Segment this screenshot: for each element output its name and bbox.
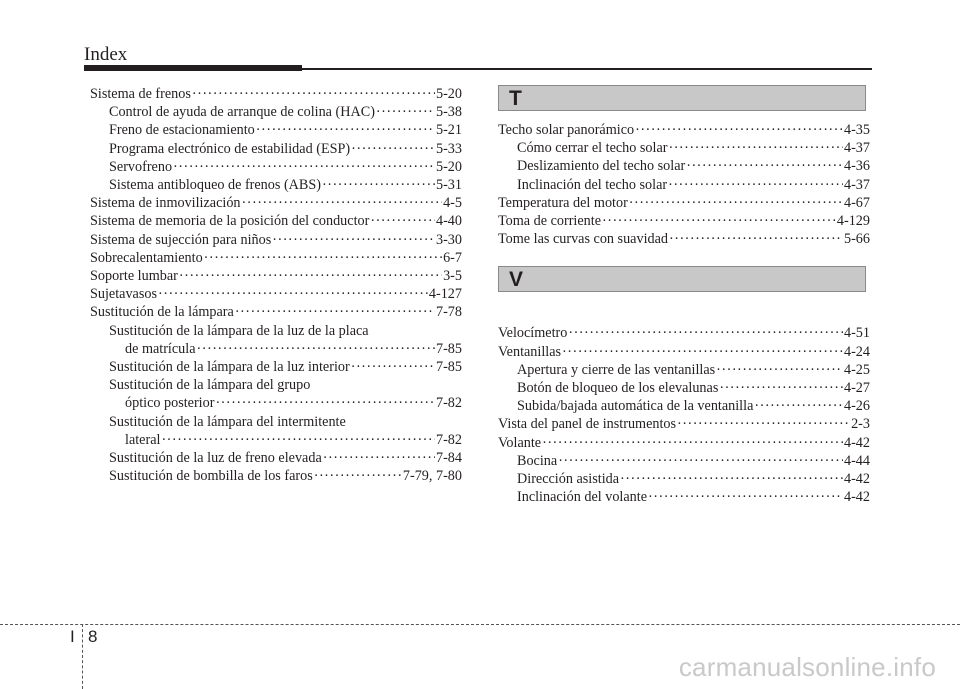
entry-page: 4-26: [843, 398, 870, 415]
dot-leader: [235, 303, 435, 321]
entry-label: Sujetavasos: [90, 286, 157, 303]
index-entry: [498, 121, 870, 139]
entry-label: Sistema de frenos: [90, 86, 191, 102]
dot-leader: [197, 340, 435, 358]
entry-page: 4-25: [843, 361, 870, 378]
dot-leader: [562, 343, 843, 361]
footer-dashed-divider: [82, 624, 83, 689]
entry-label: Inclinación del techo solar: [517, 176, 668, 193]
index-entry: [498, 434, 870, 452]
index-entry: [90, 449, 462, 467]
entry-page: 7-85: [435, 340, 462, 357]
index-entry: [90, 285, 462, 303]
page-title: Index: [84, 44, 128, 65]
entry-page: 5-33: [435, 140, 462, 157]
index-entry: [90, 103, 462, 121]
dot-leader: [669, 230, 843, 248]
dot-leader: [215, 394, 435, 412]
dot-leader: [173, 158, 435, 176]
entry-label-continuation: de matrícula: [125, 340, 196, 357]
dot-leader: [376, 103, 435, 121]
index-entry: [90, 322, 462, 358]
index-entry: [498, 212, 870, 230]
entry-page: 7-84: [435, 450, 462, 467]
entry-label: Temperatura del motor: [498, 194, 628, 211]
entry-label: Control de ayuda de arranque de colina (HAC): [109, 104, 375, 121]
entry-page: 3-30: [435, 231, 462, 248]
entry-label: Sustitución de la lámpara de la luz de la placa: [109, 322, 369, 339]
entry-label: Sustitución de la luz de freno elevada: [109, 450, 322, 467]
index-entry: [90, 267, 462, 285]
footer-page-number: 8: [88, 627, 98, 646]
entry-page: 4-37: [843, 140, 870, 157]
dot-leader: [558, 452, 843, 470]
entry-page: 5-38: [435, 104, 462, 121]
entry-page: 5-20: [435, 86, 462, 102]
entry-page: 4-129: [836, 213, 870, 230]
index-entry: [498, 397, 870, 415]
entry-label: Inclinación del volante: [517, 489, 648, 506]
entry-label: Velocímetro: [498, 325, 568, 342]
entry-page: 4-24: [843, 343, 870, 360]
index-left-column: [90, 85, 462, 485]
entry-label: Deslizamiento del techo solar: [517, 158, 686, 175]
dot-leader: [314, 467, 402, 485]
dot-leader: [668, 176, 843, 194]
entry-label: Sustitución de la lámpara: [90, 304, 234, 321]
section-t-list: [498, 121, 870, 248]
dot-leader: [322, 176, 435, 194]
index-entry: [498, 157, 870, 175]
entry-page: 4-40: [435, 213, 462, 230]
entry-page: 6-7: [443, 249, 462, 266]
dot-leader: [568, 324, 843, 342]
entry-page: 2-3: [851, 416, 870, 433]
index-entry: [90, 303, 462, 321]
entry-page: 5-31: [435, 177, 462, 194]
index-entry: [498, 194, 870, 212]
entry-label: Sistema de inmovilización: [90, 195, 241, 212]
entry-label: Sistema de sujección para niños: [90, 231, 272, 248]
index-entry: [90, 121, 462, 139]
index-right-column: [498, 85, 870, 506]
dot-leader: [370, 212, 435, 230]
dot-leader: [629, 194, 843, 212]
entry-label: Bocina: [517, 452, 558, 469]
index-entry: [498, 343, 870, 361]
dot-leader: [648, 488, 843, 506]
entry-page: 7-85: [435, 359, 462, 376]
dot-leader: [620, 470, 843, 488]
dot-leader: [323, 449, 435, 467]
index-entry: [498, 324, 870, 342]
entry-page: 4-27: [843, 380, 870, 397]
entry-label: Programa electrónico de estabilidad (ESP): [109, 140, 351, 157]
index-entry: [90, 212, 462, 230]
entry-label: Sustitución de bombilla de los faros: [109, 468, 313, 485]
entry-page: 7-82: [435, 395, 462, 412]
entry-label: Apertura y cierre de las ventanillas: [517, 361, 716, 378]
entry-label: Sustitución de la lámpara del intermitente: [109, 413, 346, 430]
section-letter-v: V: [509, 268, 524, 292]
entry-label: Sustitución de la lámpara de la luz interior: [109, 359, 350, 376]
dot-leader: [668, 139, 843, 157]
footer-chapter: I: [70, 627, 75, 646]
entry-page: 4-37: [843, 176, 870, 193]
dot-leader: [272, 231, 435, 249]
dot-leader: [158, 285, 428, 303]
entry-page: 4-44: [843, 452, 870, 469]
entry-label: Sustitución de la lámpara del grupo: [109, 377, 311, 394]
entry-page: 5-20: [435, 158, 462, 175]
dot-leader: [161, 431, 435, 449]
entry-label-continuation: lateral: [125, 431, 161, 448]
index-entry: [90, 467, 462, 485]
index-entry: [90, 158, 462, 176]
entry-page: 4-127: [428, 286, 462, 303]
index-entry: [498, 176, 870, 194]
entry-label: Botón de bloqueo de los elevalunas: [517, 380, 719, 397]
dot-leader: [602, 212, 836, 230]
entry-label: Vista del panel de instrumentos: [498, 416, 677, 433]
entry-label: Sobrecalentamiento: [90, 249, 203, 266]
entry-page: 3-5: [443, 268, 462, 285]
entry-label: Sistema antibloqueo de frenos (ABS): [109, 177, 321, 194]
dot-leader: [351, 358, 435, 376]
index-entry: [498, 452, 870, 470]
entry-label: Sistema de memoria de la posición del conductor: [90, 213, 370, 230]
entry-label: Toma de corriente: [498, 213, 601, 230]
entry-label: Ventanillas: [498, 343, 562, 360]
dot-leader: [686, 157, 843, 175]
watermark: carmanualsonline.info: [678, 652, 936, 682]
index-entry: [498, 230, 870, 248]
entry-page: 7-79, 7-80: [402, 468, 462, 485]
index-entry: [498, 361, 870, 379]
entry-label-continuation: óptico posterior: [125, 395, 215, 412]
index-entry: [498, 415, 870, 433]
entry-page: 4-42: [843, 434, 870, 451]
entry-label: Volante: [498, 434, 542, 451]
header-rule-thin: [302, 68, 872, 70]
entry-label: Servofreno: [109, 158, 173, 175]
entry-page: 4-51: [843, 325, 870, 342]
entry-page: 7-78: [435, 304, 462, 321]
dot-leader: [179, 267, 442, 285]
entry-page: 4-36: [843, 158, 870, 175]
section-header-v: [498, 266, 866, 292]
index-entry: [90, 249, 462, 267]
entry-page: 4-42: [843, 489, 870, 506]
index-entry: [498, 470, 870, 488]
section-header-t: [498, 85, 866, 111]
index-entry: [90, 376, 462, 412]
dot-leader: [716, 361, 843, 379]
section-v-list: [498, 324, 870, 506]
dot-leader: [204, 249, 442, 267]
entry-page: 4-42: [843, 471, 870, 488]
dot-leader: [542, 434, 843, 452]
entry-label: Techo solar panorámico: [498, 122, 635, 138]
header-rule-thick: [84, 65, 302, 71]
index-entry: [90, 413, 462, 449]
index-entry: [90, 194, 462, 212]
dot-leader: [192, 85, 435, 103]
dot-leader: [256, 121, 435, 139]
index-entry: [498, 379, 870, 397]
entry-page: 4-67: [843, 194, 870, 211]
index-entry: [90, 231, 462, 249]
section-letter-t: T: [509, 87, 522, 110]
entry-page: 4-5: [443, 195, 462, 212]
dot-leader: [677, 415, 850, 433]
dot-leader: [351, 140, 435, 158]
entry-label: Dirección asistida: [517, 471, 620, 488]
dot-leader: [754, 397, 843, 415]
index-entry: [90, 176, 462, 194]
entry-label: Subida/bajada automática de la ventanilla: [517, 398, 754, 415]
entry-label: Tome las curvas con suavidad: [498, 231, 668, 248]
footer-dashed-rule: [0, 624, 960, 625]
index-entry: [90, 140, 462, 158]
index-entry: [498, 488, 870, 506]
entry-page: 5-21: [435, 122, 462, 139]
index-entry: [90, 358, 462, 376]
entry-label: Cómo cerrar el techo solar: [517, 140, 668, 157]
entry-label: Soporte lumbar: [90, 268, 178, 285]
dot-leader: [719, 379, 843, 397]
entry-page: 4-35: [843, 122, 870, 138]
entry-page: 5-66: [843, 231, 870, 248]
entry-page: 7-82: [435, 431, 462, 448]
entry-label: Freno de estacionamiento: [109, 122, 255, 139]
index-entry: [90, 85, 462, 103]
index-entry: [498, 139, 870, 157]
dot-leader: [635, 121, 843, 139]
dot-leader: [242, 194, 443, 212]
